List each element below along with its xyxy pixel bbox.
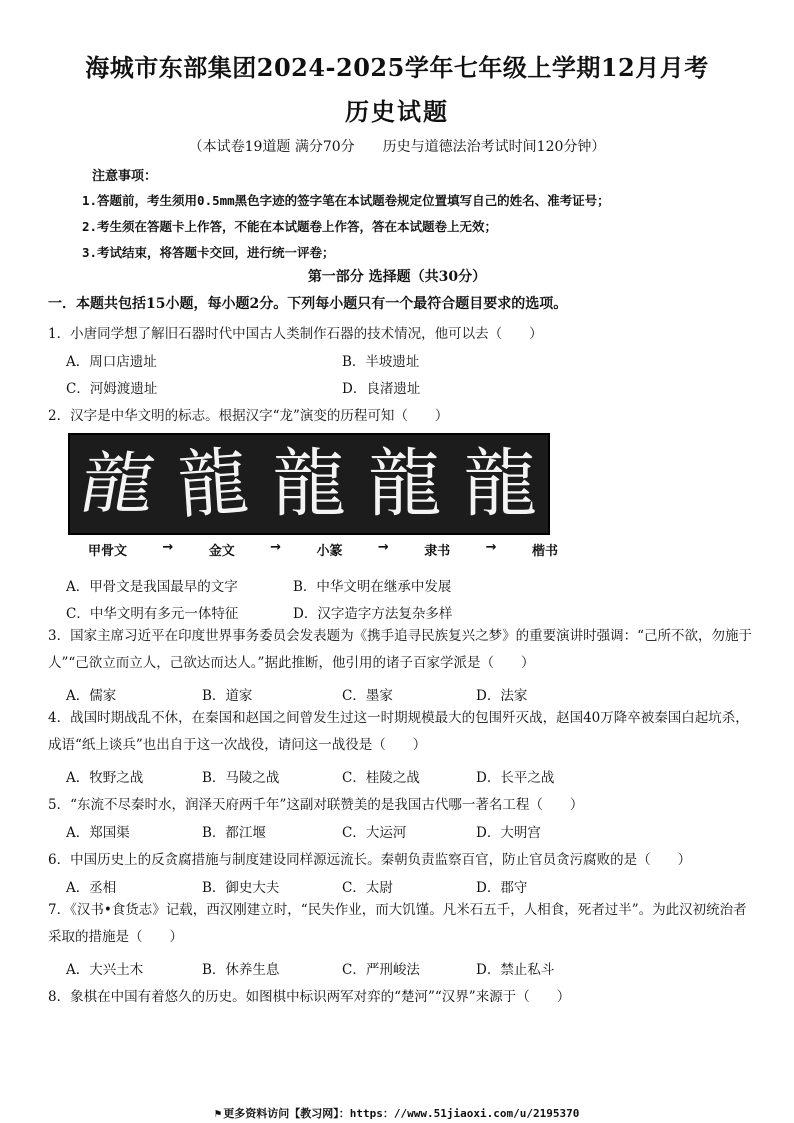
q6-option-c: C．太尉 xyxy=(342,880,393,896)
arrow-icon: → xyxy=(270,540,282,555)
question-4: 4．战国时期战乱不休，在秦国和赵国之间曾发生过这一时期规模最大的包围歼灭战，赵国40万降卒被秦国白起坑杀，成语“纸上谈兵”也出自于这一次战役，请问这一战役是（ ） xyxy=(48,710,749,753)
q7-option-b: B．休养生息 xyxy=(202,962,280,978)
part-heading: 第一部分 选择题（共30分） xyxy=(307,269,487,285)
footer-text: 更多资料访问【教习网】：https：//www.51jiaoxi.com/u/2195370 xyxy=(223,1107,580,1120)
notes-heading: 注意事项： xyxy=(92,169,158,184)
q5-option-c: C．大运河 xyxy=(342,825,407,841)
arrow-icon: → xyxy=(162,540,174,555)
question-7: 7．《汉书•食货志》记载，西汉刚建立时，“民失作业，而大饥馑。凡米石五千，人相食，死者过半”。为此汉初统治者采取的措施是（ ） xyxy=(48,902,747,945)
glyph-bronze: 龍 xyxy=(175,438,252,530)
q1-option-c: C．河姆渡遗址 xyxy=(66,381,158,397)
q7-option-a: A．大兴土木 xyxy=(66,962,144,978)
q2-option-c: C．中华文明有多元一体特征 xyxy=(66,606,239,622)
q1-option-b: B．半坡遗址 xyxy=(342,354,420,370)
question-3: 3．国家主席习近平在印度世界事务委员会发表题为《携手追寻民族复兴之梦》的重要演讲时强调：“己所不欲，勿施于人”“己欲立而立人，己欲达而达人。”据此推断，他引用的诸子百家学派是（ ） xyxy=(48,628,752,671)
q3-option-b: B．道家 xyxy=(202,688,253,704)
script-bronze: 金文 xyxy=(208,544,235,559)
q6-option-a: A．丞相 xyxy=(66,880,117,896)
question-6: 6．中国历史上的反贪腐措施与制度建设同样源远流长。秦朝负责监察百官，防止官员贪污腐败的是（ ） xyxy=(48,852,692,868)
q4-option-d: D．长平之战 xyxy=(476,770,555,786)
q7-option-c: C．严刑峻法 xyxy=(342,962,420,978)
script-evolution-caption xyxy=(88,540,558,559)
q3-option-d: D．法家 xyxy=(476,688,528,704)
exam-info xyxy=(0,136,794,156)
q2-option-b: B．中华文明在继承中发展 xyxy=(293,579,452,595)
exam-info-score: （本试卷19道题 满分70分 xyxy=(188,139,355,155)
question-2: 2．汉字是中华文明的标志。根据汉字“龙”演变的历程可知（ ） xyxy=(48,408,449,424)
script-oracle: 甲骨文 xyxy=(88,544,128,559)
q6-option-b: B．御史大夫 xyxy=(202,880,280,896)
exam-title: 海城市东部集团2024-2025学年七年级上学期12月月考 xyxy=(85,53,709,82)
q2-option-d: D．汉字造字方法复杂多样 xyxy=(293,606,453,622)
q5-option-a: A．郑国渠 xyxy=(66,825,130,841)
dragon-character-evolution-image xyxy=(68,433,550,535)
q7-option-d: D．禁止私斗 xyxy=(476,962,555,978)
q3-option-a: A．儒家 xyxy=(66,688,117,704)
note-item: 1.答题前，考生须用0.5mm黑色字迹的签字笔在本试题卷规定位置填写自己的姓名、准考证号； xyxy=(82,193,610,208)
flag-icon: ⚑ xyxy=(214,1107,222,1120)
q2-option-a: A．甲骨文是我国最早的文字 xyxy=(66,579,238,595)
q4-option-a: A．牧野之战 xyxy=(66,770,144,786)
arrow-icon: → xyxy=(377,540,389,555)
glyph-seal: 龍 xyxy=(271,441,346,527)
footer-link[interactable] xyxy=(0,1105,794,1121)
glyph-oracle: 龍 xyxy=(73,445,162,523)
exam-subject: 历史试题 xyxy=(345,97,449,126)
exam-info-time: 历史与道德法治考试时间120分钟） xyxy=(382,139,606,155)
question-5: 5．“东流不尽秦时水，润泽天府两千年”这副对联赞美的是我国古代哪一著名工程（ ） xyxy=(48,797,584,813)
script-seal: 小篆 xyxy=(316,544,343,559)
q5-option-d: D．大明宫 xyxy=(476,825,541,841)
q4-option-b: B．马陵之战 xyxy=(202,770,280,786)
q6-option-d: D．郡守 xyxy=(476,880,528,896)
note-item: 3.考试结束，将答题卡交回，进行统一评卷； xyxy=(82,245,335,260)
question-8: 8．象棋在中国有着悠久的历史。如图棋中标识两军对弈的“楚河”“汉界”来源于（ ） xyxy=(48,989,571,1005)
q4-option-c: C．桂陵之战 xyxy=(342,770,420,786)
q1-option-d: D．良渚遗址 xyxy=(342,381,421,397)
arrow-icon: → xyxy=(485,540,497,555)
q1-option-a: A．周口店遗址 xyxy=(66,354,157,370)
glyph-clerical: 龍 xyxy=(367,441,442,527)
script-regular: 楷书 xyxy=(531,544,558,559)
q3-option-c: C．墨家 xyxy=(342,688,393,704)
note-item: 2.考生须在答题卡上作答，不能在本试题卷上作答，答在本试题卷上无效； xyxy=(82,219,498,234)
section-instructions: 一．本题共包括15小题，每小题2分。下列每小题只有一个最符合题目要求的选项。 xyxy=(48,296,568,312)
script-clerical: 隶书 xyxy=(424,544,451,559)
glyph-regular: 龍 xyxy=(463,441,538,527)
q5-option-b: B．都江堰 xyxy=(202,825,266,841)
question-1: 1．小唐同学想了解旧石器时代中国古人类制作石器的技术情况，他可以去（ ） xyxy=(48,326,543,342)
